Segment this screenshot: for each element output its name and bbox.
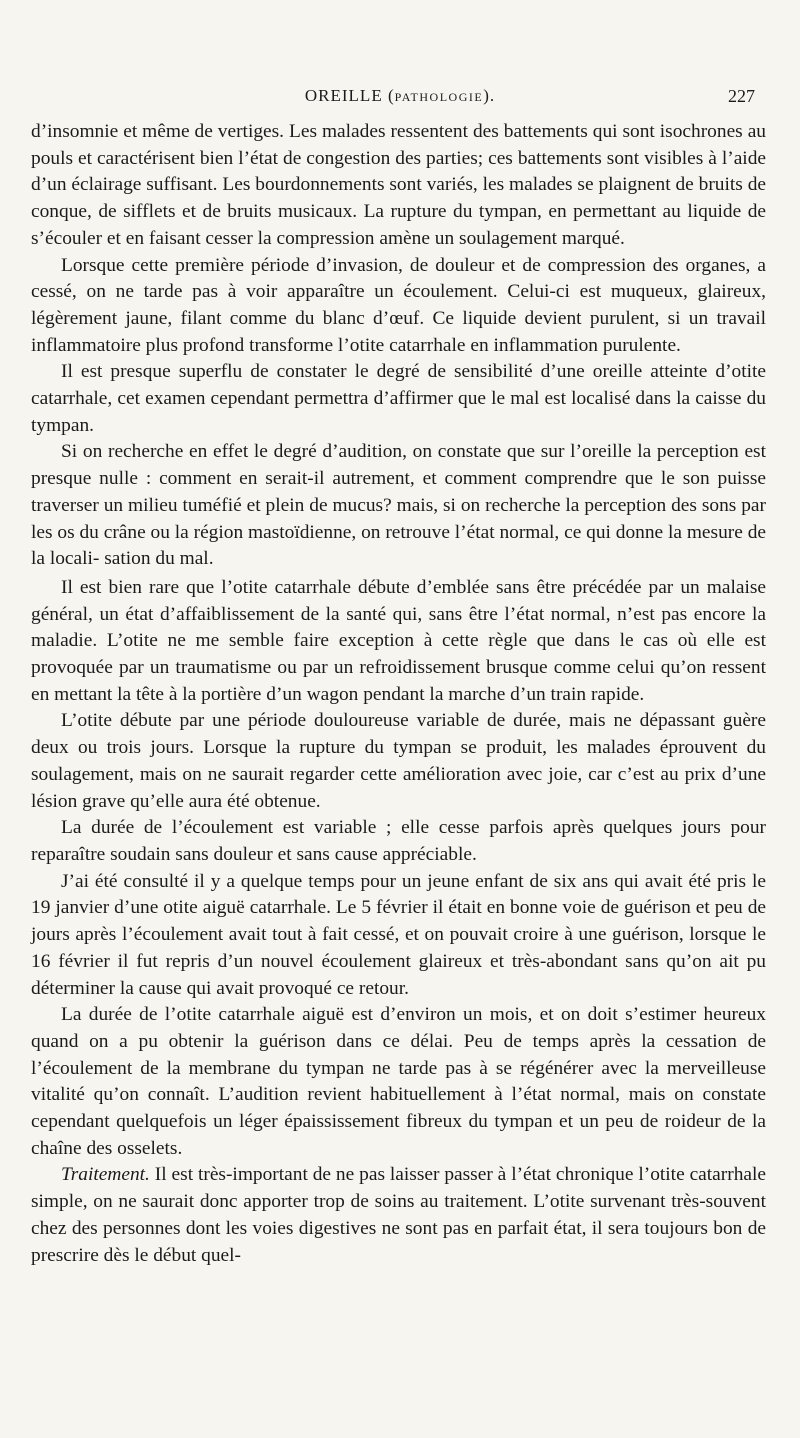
running-header bbox=[0, 86, 800, 114]
running-title-end: ). bbox=[483, 86, 496, 105]
paragraph-9: La durée de l’otite catarrhale aiguë est d’environ un mois, et on doit s’estimer heureux quand on a pu obtenir la guérison dans ce délai. Peu de temps après la cessation de l’écoulement de la membrane du tympan ne tarde pas à se régénérer avec la merveilleuse vitalité qu’on connaît. L’audition revient habituellement à l’état normal, mais on constate cependant quelquefois un léger épaississement fibreux du tympan et un peu de roideur de la chaîne des osselets. bbox=[31, 1004, 766, 1159]
running-title bbox=[0, 86, 800, 106]
paragraph-6: L’otite débute par une période douloureuse variable de durée, mais ne dépassant guère deux ou trois jours. Lorsque la rupture du tympan se produit, les malades éprouvent du soulagement, mais on ne saurait regarder cette amélioration avec joie, car c’est au prix d’une lésion grave qu’elle aura été obtenue. bbox=[31, 710, 766, 812]
paragraph-2: Lorsque cette première période d’invasion, de douleur et de compression des organes, a cessé, on ne tarde pas à voir apparaître un écoulement. Celui-ci est muqueux, glaireux, légèrement jaune, filant comme du blanc d’œuf. Ce liquide devient purulent, si un travail inflammatoire plus profond transforme l’otite catarrhale en inflammation purulente. bbox=[31, 254, 766, 356]
paragraph-5: Il est bien rare que l’otite catarrhale débute d’emblée sans être précédée par un malaise général, un état d’affaiblissement de la santé qui, sans être l’état normal, n’est pas encore la maladie. L’otite ne me semble faire exception à cette règle que dans le cas où elle est provoquée par un traumatisme ou par un refroidissement brusque comme celui qu’on ressent en mettant la tête à la portière d’un wagon pendant la marche d’un train rapide. bbox=[31, 576, 766, 705]
paragraph-8: J’ai été consulté il y a quelque temps pour un jeune enfant de six ans qui avait été pris le 19 janvier d’une otite aiguë catarrhale. Le 5 février il était en bonne voie de guérison et peu de jours après l’écoulement avait tout à fait cessé, et on pouvait croire à une guérison, lorsque le 16 février il fut repris d’un nouvel écoulement glaireux et très-abondant sans qu’on ait pu déterminer la cause qui avait provoqué ce retour. bbox=[31, 870, 766, 999]
paragraph-7: La durée de l’écoulement est variable ; elle cesse parfois après quelques jours pour reparaître soudain sans douleur et sans cause appréciable. bbox=[31, 817, 766, 865]
running-title-main: OREILLE ( bbox=[304, 86, 395, 105]
paragraph-10 bbox=[31, 1162, 766, 1269]
running-title-subject: PATHOLOGIE bbox=[394, 90, 484, 104]
paragraph-10-text: Il est très-important de ne pas laisser passer à l’état chronique l’otite catarrhale simple, on ne saurait donc apporter trop de soins au traitement. L’otite survenant très-souvent chez des personnes dont les voies digestives ne sont pas en parfait état, il sera toujours bon de prescrire dès le début quel- bbox=[31, 1164, 766, 1266]
paragraph-3: Il est presque superflu de constater le degré de sensibilité d’une oreille atteinte d’otite catarrhale, cet examen cependant permettra d’affirmer que le mal est localisé dans la caisse du tympan. bbox=[31, 361, 766, 436]
body-text bbox=[31, 119, 766, 1269]
paragraph-4: Si on recherche en effet le degré d’audition, on constate que sur l’oreille la perception est presque nulle : comment en serait-il autrement, et comment comprendre que le son puisse traverser un milieu tuméfié et plein de mucus? mais, si on recherche la perception des sons par les os du crâne ou la région mastoïdienne, on retrouve l’état normal, ce qui donne la mesure de la locali- sation du mal. bbox=[31, 441, 766, 570]
page-number: 227 bbox=[728, 86, 755, 106]
section-heading-traitement: Traitement. bbox=[61, 1164, 150, 1186]
paragraph-1: d’insomnie et même de vertiges. Les malades ressentent des battements qui sont isochrones au pouls et caractérisent bien l’état de congestion des parties; ces battements sont visibles à l’aide d’un éclairage suffisant. Les bourdonnements sont variés, les malades se plaignent de bruits de conque, de sifflets et de bruits musicaux. La rupture du tympan, en permettant au liquide de s’écouler et en faisant cesser la compression amène un soulagement marqué. bbox=[31, 121, 766, 249]
